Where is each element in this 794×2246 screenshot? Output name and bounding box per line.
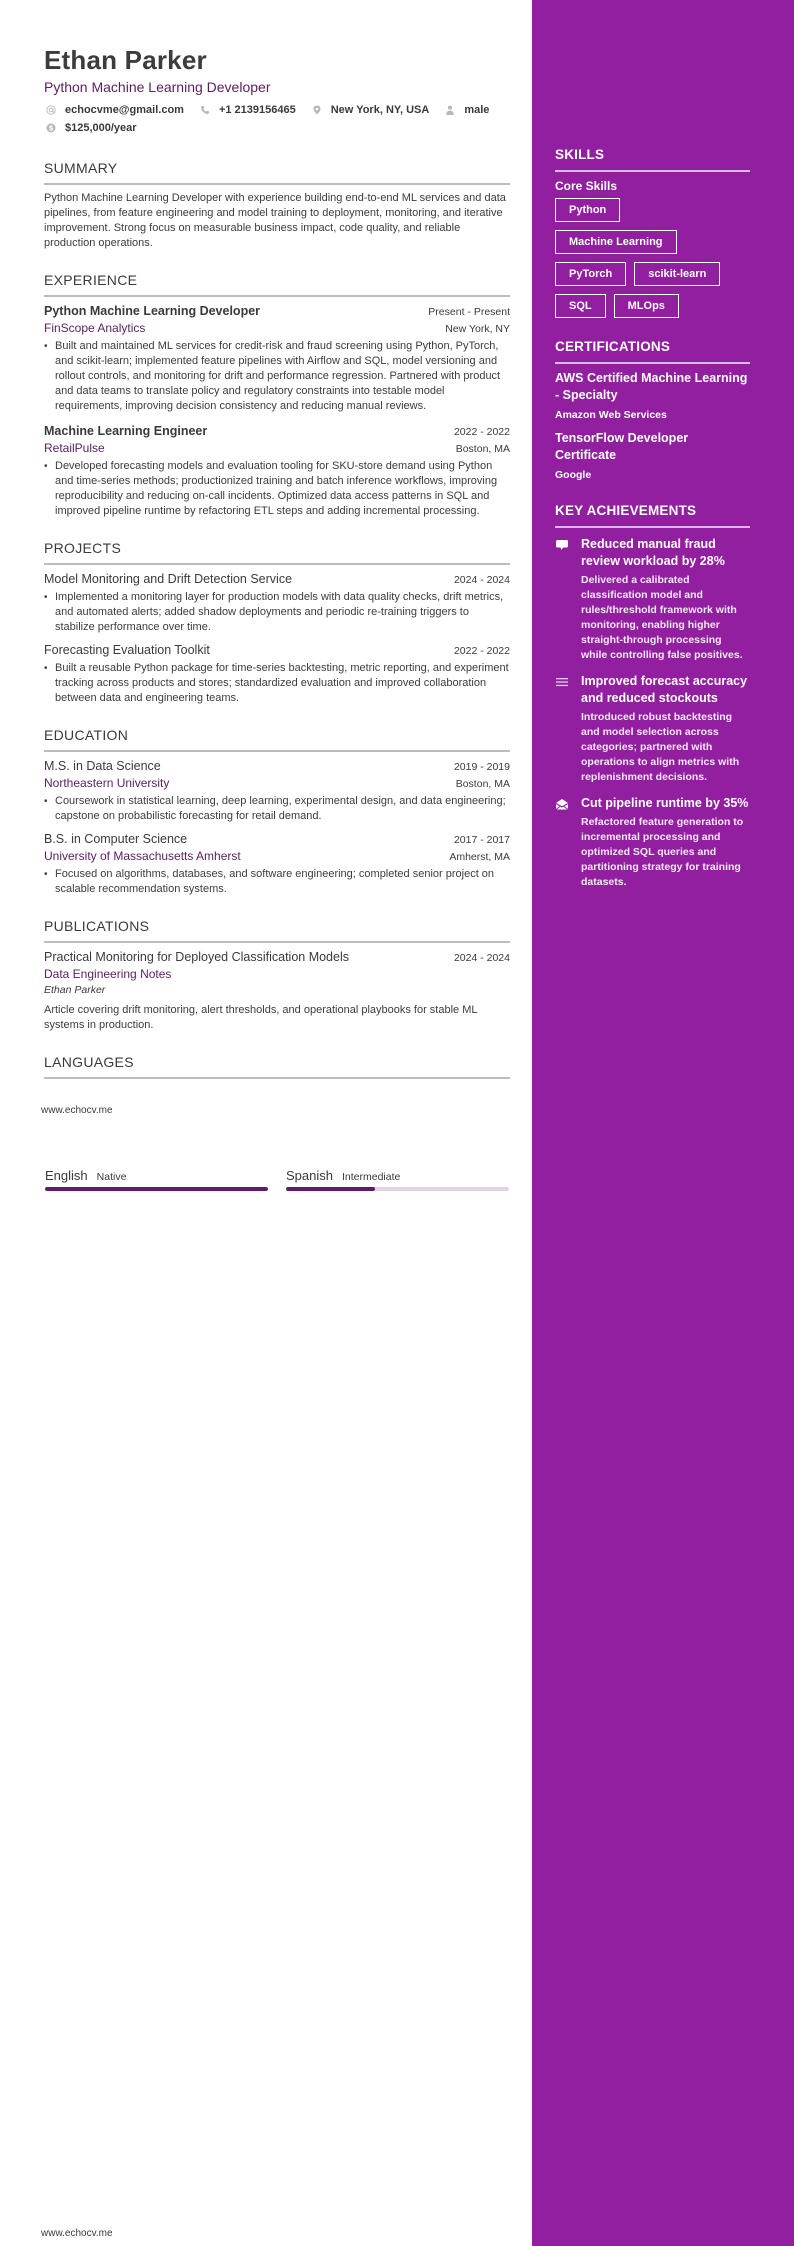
degree-name: M.S. in Data Science bbox=[44, 759, 161, 773]
education-dates: 2019 - 2019 bbox=[453, 761, 510, 773]
language-item bbox=[286, 1168, 509, 1191]
experience-entry bbox=[44, 303, 510, 414]
section-title: KEY ACHIEVEMENTS bbox=[555, 502, 750, 528]
publication-entry bbox=[44, 949, 510, 1033]
achievement-item bbox=[555, 673, 750, 785]
contact-info bbox=[44, 101, 510, 137]
languages-section bbox=[44, 1053, 510, 1079]
bullet-item: • Coursework in statistical learning, deep learning, experimental design, and data engineering; capstone on probabilistic forecasting for retail demand. bbox=[44, 794, 510, 824]
education-bullets bbox=[44, 867, 510, 897]
experience-entry bbox=[44, 423, 510, 519]
project-entry bbox=[44, 642, 510, 706]
salary-value: $125,000/year bbox=[65, 122, 137, 134]
email-value: echocvme@gmail.com bbox=[65, 104, 184, 116]
certification-name: TensorFlow Developer Certificate bbox=[555, 431, 689, 462]
menu-lines-icon bbox=[555, 675, 569, 689]
watermark-footer-link[interactable]: www.echocv.me bbox=[41, 2228, 113, 2239]
certification-name: AWS Certified Machine Learning - Specialty bbox=[555, 371, 748, 402]
skill-group-name: Core Skills bbox=[555, 179, 618, 193]
section-title: EXPERIENCE bbox=[44, 271, 510, 297]
location-pin-icon bbox=[312, 105, 322, 115]
publication-title: Practical Monitoring for Deployed Classification Models bbox=[44, 950, 349, 964]
certification-item bbox=[555, 370, 750, 422]
publication-description: Article covering drift monitoring, alert thresholds, and operational playbooks for stable ML systems in production. bbox=[44, 1004, 478, 1031]
languages-list bbox=[45, 1168, 509, 1191]
section-title: CERTIFICATIONS bbox=[555, 338, 750, 364]
certification-item bbox=[555, 430, 750, 482]
section-title: LANGUAGES bbox=[44, 1053, 510, 1079]
project-name: Model Monitoring and Drift Detection Service bbox=[44, 572, 293, 586]
certifications-section bbox=[555, 338, 750, 482]
company-name: RetailPulse bbox=[44, 441, 105, 455]
achievement-description: Refactored feature generation to incremental processing and optimized SQL queries and partitioning strategy for training datasets. bbox=[581, 816, 744, 888]
watermark-link[interactable]: www.echocv.me bbox=[41, 1105, 113, 1116]
job-bullets bbox=[44, 459, 510, 519]
bullet-item: • Built and maintained ML services for credit-risk and fraud screening using Python, PyTorch, and scikit-learn; implemented feature pipelines with Airflow and SQL, model versioning and rollout controls, and monitoring for drift and performance regression. Partnered with product and data teams to translate policy and regulatory constraints into testable model requirements, improving decision consistency and reducing manual reviews. bbox=[44, 339, 510, 414]
school-name: University of Massachusetts Amherst bbox=[44, 849, 241, 863]
person-icon bbox=[445, 105, 455, 115]
publication-dates: 2024 - 2024 bbox=[453, 952, 510, 964]
degree-name: B.S. in Computer Science bbox=[44, 832, 188, 846]
phone-icon bbox=[200, 105, 210, 115]
company-name: FinScope Analytics bbox=[44, 321, 146, 335]
achievement-title: Reduced manual fraud review workload by 28% bbox=[581, 537, 725, 568]
achievements-section bbox=[555, 502, 750, 890]
language-proficiency-fill bbox=[45, 1187, 268, 1191]
header bbox=[44, 44, 510, 137]
dollar-coin-icon bbox=[46, 123, 56, 133]
contact-email[interactable] bbox=[44, 101, 184, 119]
contact-salary bbox=[44, 119, 137, 137]
contact-phone[interactable] bbox=[198, 101, 296, 119]
language-proficiency-fill bbox=[286, 1187, 375, 1191]
summary-section bbox=[44, 159, 510, 251]
bullet-item: • Built a reusable Python package for time-series backtesting, metric reporting, and experiment tracking across products and stores; standardized evaluation and improved collaboration between data and engineering teams. bbox=[44, 661, 510, 706]
job-location: Boston, MA bbox=[455, 443, 510, 455]
section-title: PUBLICATIONS bbox=[44, 917, 510, 943]
section-title: SUMMARY bbox=[44, 159, 510, 185]
open-envelope-icon bbox=[555, 797, 569, 811]
skill-chip: MLOps bbox=[614, 294, 679, 318]
skills-section bbox=[555, 146, 750, 326]
achievement-item bbox=[555, 536, 750, 663]
certification-issuer: Amazon Web Services bbox=[555, 409, 667, 421]
contact-location bbox=[310, 101, 430, 119]
skill-chip: SQL bbox=[555, 294, 606, 318]
headline: Python Machine Learning Developer bbox=[44, 79, 271, 95]
section-title: PROJECTS bbox=[44, 539, 510, 565]
achievement-title: Improved forecast accuracy and reduced stockouts bbox=[581, 674, 748, 705]
skill-chip: Python bbox=[555, 198, 620, 222]
certification-issuer: Google bbox=[555, 469, 592, 481]
language-level: Native bbox=[96, 1171, 127, 1183]
skill-chip: scikit-learn bbox=[634, 262, 720, 286]
achievement-description: Delivered a calibrated classification model and rules/threshold framework with monitoring, enabling higher straight-through processing while controlling false positives. bbox=[581, 574, 743, 661]
language-name: English bbox=[45, 1168, 88, 1183]
skill-chip: PyTorch bbox=[555, 262, 626, 286]
job-location: New York, NY bbox=[445, 323, 510, 335]
at-icon bbox=[46, 105, 56, 115]
contact-gender bbox=[443, 101, 489, 119]
speech-bubble-icon bbox=[555, 538, 569, 552]
job-dates: Present - Present bbox=[428, 306, 510, 318]
project-entry bbox=[44, 571, 510, 635]
job-bullets bbox=[44, 339, 510, 414]
project-dates: 2022 - 2022 bbox=[453, 645, 510, 657]
school-location: Amherst, MA bbox=[449, 851, 510, 863]
achievement-description: Introduced robust backtesting and model selection across categories; partnered with operations to align metrics with replenishment decisions. bbox=[581, 711, 740, 783]
project-bullets bbox=[44, 590, 510, 635]
education-entry bbox=[44, 831, 510, 897]
job-title: Python Machine Learning Developer bbox=[44, 304, 261, 318]
publications-section bbox=[44, 917, 510, 1033]
projects-section bbox=[44, 539, 510, 706]
project-name: Forecasting Evaluation Toolkit bbox=[44, 643, 210, 657]
education-section bbox=[44, 726, 510, 897]
education-bullets bbox=[44, 794, 510, 824]
school-location: Boston, MA bbox=[455, 778, 510, 790]
phone-value: +1 2139156465 bbox=[218, 104, 296, 116]
job-title: Machine Learning Engineer bbox=[44, 424, 208, 438]
skill-chips bbox=[555, 198, 750, 326]
bullet-item: • Implemented a monitoring layer for production models with data quality checks, drift metrics, and automated alerts; added shadow deployments and periodic re-training triggers to stabilize performance over time. bbox=[44, 590, 510, 635]
language-name: Spanish bbox=[286, 1168, 333, 1183]
language-proficiency-bar bbox=[286, 1187, 509, 1191]
language-proficiency-bar bbox=[45, 1187, 268, 1191]
bullet-item: • Developed forecasting models and evaluation tooling for SKU-store demand using Python and time-series methods; productionized training and batch inference workflows, improving reproducibility and reducing on-call incidents. Optimized data access patterns in SQL and improved pipeline runtime by refactoring ETL steps and adding incremental processing. bbox=[44, 459, 510, 519]
language-level: Intermediate bbox=[341, 1171, 401, 1183]
skill-chip: Machine Learning bbox=[555, 230, 677, 254]
section-title: EDUCATION bbox=[44, 726, 510, 752]
school-name: Northeastern University bbox=[44, 776, 170, 790]
location-value: New York, NY, USA bbox=[330, 104, 430, 116]
achievement-item bbox=[555, 795, 750, 890]
project-bullets bbox=[44, 661, 510, 706]
section-title: SKILLS bbox=[555, 146, 750, 172]
svg-text:$: $ bbox=[48, 124, 54, 133]
education-entry bbox=[44, 758, 510, 824]
publication-authors: Ethan Parker bbox=[44, 984, 106, 996]
candidate-name: Ethan Parker bbox=[44, 45, 207, 75]
sidebar bbox=[532, 0, 794, 2246]
experience-section bbox=[44, 271, 510, 519]
gender-value: male bbox=[464, 104, 490, 116]
achievement-title: Cut pipeline runtime by 35% bbox=[581, 796, 749, 810]
language-item bbox=[45, 1168, 268, 1191]
summary-text: Python Machine Learning Developer with experience building end-to-end ML services and data pipelines, from feature engineering and model training to deployment, monitoring, and iterative improvement. Strong focus on measurable business impact, code quality, and reliable production operations. bbox=[44, 192, 506, 249]
publisher-name: Data Engineering Notes bbox=[44, 967, 172, 981]
job-dates: 2022 - 2022 bbox=[453, 426, 510, 438]
project-dates: 2024 - 2024 bbox=[453, 574, 510, 586]
bullet-item: • Focused on algorithms, databases, and software engineering; completed senior project on scalable recommendation systems. bbox=[44, 867, 510, 897]
education-dates: 2017 - 2017 bbox=[453, 834, 510, 846]
